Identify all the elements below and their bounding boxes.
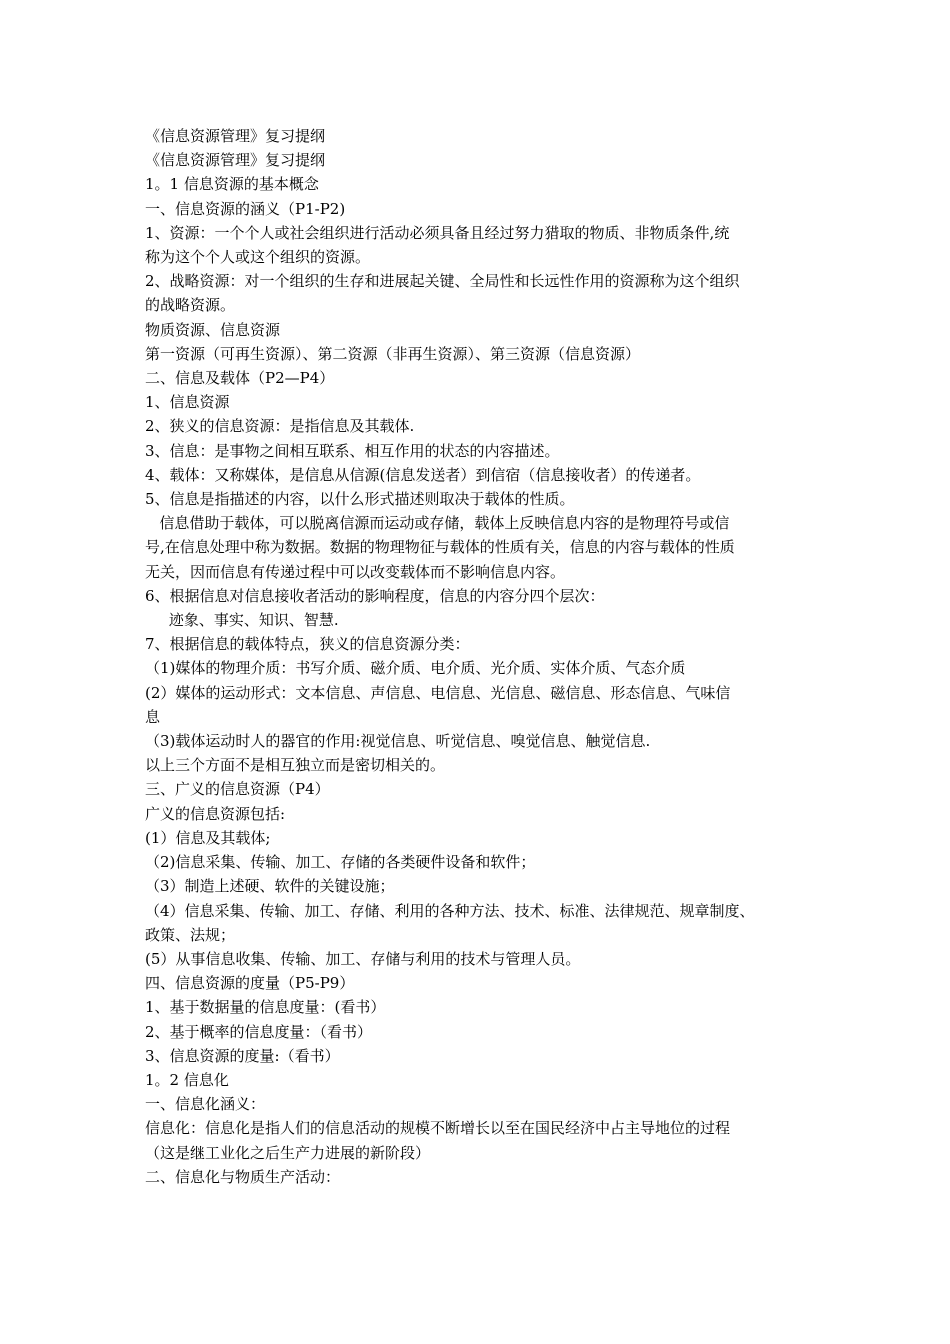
section-heading: 1。1 信息资源的基本概念 (145, 175, 319, 194)
subsection-heading: 三、广义的信息资源（P4） (145, 780, 330, 799)
paragraph-line: 第一资源（可再生资源）、第二资源（非再生资源）、第三资源（信息资源） (145, 344, 641, 363)
paragraph-line: 5、信息是指描述的内容，以什么形式描述则取决于载体的性质。 (145, 490, 575, 509)
paragraph-line: 无关，因而信息有传递过程中可以改变载体而不影响信息内容。 (145, 562, 566, 581)
paragraph-line: (2）媒体的运动形式：文本信息、声信息、电信息、光信息、磁信息、形态信息、气味信 (145, 683, 731, 702)
paragraph-line: 物质资源、信息资源 (145, 320, 281, 339)
doc-title-repeat: 《信息资源管理》复习提纲 (145, 151, 326, 170)
subsection-heading: 一、信息化涵义： (145, 1095, 266, 1114)
document-page (145, 124, 825, 1189)
paragraph-line: 2、狭义的信息资源：是指信息及其载体. (145, 417, 415, 436)
paragraph-line: 2、基于概率的信息度量：（看书） (145, 1022, 373, 1041)
paragraph-line: 3、信息资源的度量:（看书） (145, 1046, 340, 1065)
paragraph-line: 1、资源：一个个人或社会组织进行活动必须具备且经过努力猎取的物质、非物质条件,统 (145, 223, 730, 242)
paragraph-line: 号,在信息处理中称为数据。数据的物理物征与载体的性质有关，信息的内容与载体的性质 (145, 538, 735, 557)
subsection-heading: 一、信息资源的涵义（P1-P2) (145, 199, 346, 218)
paragraph-line: 信息化：信息化是指人们的信息活动的规模不断增长以至在国民经济中占主导地位的过程 (145, 1119, 731, 1138)
paragraph-line: 3、信息：是事物之间相互联系、相互作用的状态的内容描述。 (145, 441, 560, 460)
subsection-heading: 二、信息及载体（P2—P4） (145, 369, 335, 388)
paragraph-line: 2、战略资源：对一个组织的生存和进展起关键、全局性和长远性作用的资源称为这个组织 (145, 272, 740, 291)
paragraph-line: 广义的信息资源包括: (145, 804, 286, 823)
paragraph-line: （3)载体运动时人的器官的作用:视觉信息、听觉信息、嗅觉信息、触觉信息. (145, 732, 651, 751)
subsection-heading: 二、信息化与物质生产活动： (145, 1167, 341, 1186)
paragraph-line: (5）从事信息收集、传输、加工、存储与利用的技术与管理人员。 (145, 949, 581, 968)
paragraph-line: 迹象、事实、知识、智慧. (145, 611, 339, 630)
subsection-heading: 四、信息资源的度量（P5-P9） (145, 974, 355, 993)
paragraph-line: 以上三个方面不是相互独立而是密切相关的。 (145, 756, 446, 775)
paragraph-line: （1)媒体的物理介质：书写介质、磁介质、电介质、光介质、实体介质、气态介质 (145, 659, 686, 678)
paragraph-line: 1、信息资源 (145, 393, 230, 412)
paragraph-line: （2)信息采集、传输、加工、存储的各类硬件设备和软件； (145, 853, 536, 872)
paragraph-line: 6、根据信息对信息接收者活动的影响程度，信息的内容分四个层次： (145, 586, 605, 605)
paragraph-line: 4、载体：又称媒体，是信息从信源(信息发送者）到信宿（信息接收者）的传递者。 (145, 465, 701, 484)
paragraph-line: 息 (145, 707, 161, 726)
paragraph-line: 的战略资源。 (145, 296, 236, 315)
doc-title: 《信息资源管理》复习提纲 (145, 127, 326, 145)
section-heading: 1。2 信息化 (145, 1070, 229, 1089)
paragraph-line: 信息借助于载体，可以脱离信源而运动或存储，载体上反映信息内容的是物理符号或信 (145, 514, 730, 533)
paragraph-line: 称为这个个人或这个组织的资源。 (145, 248, 371, 267)
paragraph-line: （这是继工业化之后生产力进展的新阶段） (145, 1143, 431, 1162)
paragraph-line: 1、基于数据量的信息度量：(看书） (145, 998, 386, 1017)
paragraph-line: （4）信息采集、传输、加工、存储、利用的各种方法、技术、标准、法律规范、规章制度、 (145, 901, 755, 920)
paragraph-line: 政策、法规； (145, 925, 236, 944)
paragraph-line: （3）制造上述硬、软件的关键设施； (145, 877, 395, 896)
paragraph-line: (1）信息及其载体; (145, 828, 271, 847)
paragraph-line: 7、根据信息的载体特点，狭义的信息资源分类： (145, 635, 470, 654)
